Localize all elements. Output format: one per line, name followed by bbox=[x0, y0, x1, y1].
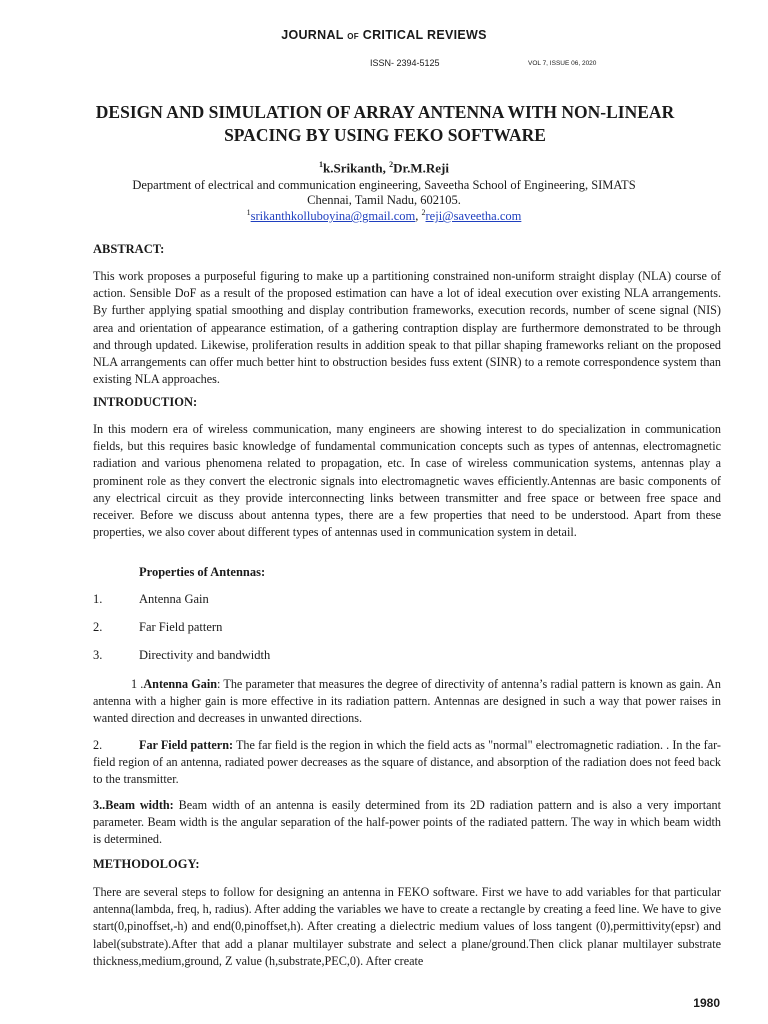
email-separator: , bbox=[415, 209, 422, 224]
affiliation-line-1: Department of electrical and communication engineering, Saveetha School of Engineering, SIMATS bbox=[132, 178, 636, 192]
emails bbox=[0, 208, 768, 224]
email-link-2[interactable]: reji@saveetha.com bbox=[425, 209, 522, 224]
journal-name-part: JOURNAL bbox=[281, 28, 344, 42]
email-sup: 1 bbox=[246, 208, 251, 217]
paper-title: DESIGN AND SIMULATION OF ARRAY ANTENNA WITH NON-LINEAR SPACING BY USING FEKO SOFTWARE bbox=[95, 102, 675, 145]
beam-width-paragraph bbox=[93, 797, 721, 849]
journal-name-of: OF bbox=[347, 32, 359, 41]
list-item-number: 3. bbox=[93, 648, 103, 662]
abstract-heading: ABSTRACT: bbox=[93, 242, 165, 256]
list-item: Directivity and bandwidth bbox=[139, 648, 271, 662]
author-sup: 1 bbox=[319, 160, 324, 169]
abstract-text: This work proposes a purposeful figuring to make up a partitioning constrained non-uniform straight display (NLA) course of action. Sensible DoF as a result of the proposed estimation can have a lot of ideal execution over existing NLA arrangements. By further applying spatial smoothing and display contribution frameworks, execution records, number of scene signal (NIS) area and orientation of appearance estimation, of a gathering contraption display are furthermore demonstrated to be through and through updated. Likewise, proliferation results in addition speak to that pillar shaping frameworks reliant on the proposed NLA arrangements can offer much better hint to obstruction besides fuss extent (SINR) to a remote correspondence system than existing NLA approaches. bbox=[93, 269, 721, 387]
issn: ISSN- 2394-5125 bbox=[370, 58, 440, 68]
authors bbox=[0, 160, 768, 176]
list-item: Far Field pattern bbox=[139, 620, 223, 634]
journal-name bbox=[0, 28, 768, 42]
methodology-heading: METHODOLOGY: bbox=[93, 857, 200, 871]
properties-heading: Properties of Antennas: bbox=[139, 565, 266, 579]
farfield-term: Far Field pattern: bbox=[139, 738, 234, 752]
introduction-heading: INTRODUCTION: bbox=[93, 395, 198, 409]
author-2: Dr.M.Reji bbox=[393, 160, 449, 176]
farfield-text: The far field is the region in which the field acts as "normal" electromagnetic radiation. . In the far-field region of an antenna, radiated power decreases as the square of distance, and absorption of the radiation does not feed back to the transmitter. bbox=[93, 738, 721, 787]
introduction-text: In this modern era of wireless communication, many engineers are showing interest to do specialization in communication fields, but this requires basic knowledge of fundamental communication concepts such as types of antennas, electromagnetic radiation and various phenomena related to propagation, etc. In case of wireless communication systems, antennas play a prominent role as they convert the electronic signals into electromagnetic waves efficiently.Antennas are basic components of any electrical circuit as they provide interconnecting links between transmitter and free space or between free space and receiver. Before we discuss about antenna types, there are a few properties that need to be understood. Apart from these properties, we also cover about different types of antennas used in communication system in detail. bbox=[93, 422, 721, 540]
antenna-gain-paragraph bbox=[93, 676, 721, 728]
beam-term: 3..Beam width: bbox=[93, 798, 174, 812]
beam-text: Beam width of an antenna is easily determined from its 2D radiation pattern and is also a very important parameter. Beam width is the angular separation of the half-power points of the radiated pattern. The way in which beam width is determined. bbox=[93, 798, 721, 847]
affiliation-line-2: Chennai, Tamil Nadu, 602105. bbox=[307, 193, 461, 207]
gain-text: : The parameter that measures the degree of directivity of antenna’s radial pattern is known as gain. An antenna with a higher gain is more effective in its radiation pattern. Antennas are designed in such a way that power raises in wanted direction and decreases in unwanted directions. bbox=[93, 677, 722, 726]
list-item-number: 1. bbox=[93, 592, 103, 606]
gain-term: Antenna Gain bbox=[143, 677, 217, 691]
methodology-text: There are several steps to follow for designing an antenna in FEKO software. First we have to add variables for that particular antenna(lambda, freq, h, radius). After adding the variables we have to create a rectangle by creating a feed line. We have to give start(0,pinoffset,-h) and end(0,pinoffset,h). After creating a dielectric medium values of loss tangent (0),permittivity(epsr) and label(substrate).After that add a planar multilayer substrate and select a plane/ground.Then click planar multilayer substrate thickness,medium,ground, Z value (h,substrate,PEC,0). After create bbox=[93, 885, 721, 968]
farfield-prefix: 2. bbox=[93, 738, 103, 752]
gain-prefix: 1 . bbox=[131, 677, 144, 691]
page-number: 1980 bbox=[693, 996, 720, 1010]
list-item: Antenna Gain bbox=[139, 592, 209, 606]
journal-name-part: CRITICAL REVIEWS bbox=[362, 28, 487, 42]
list-item-number: 2. bbox=[93, 620, 103, 634]
far-field-paragraph bbox=[93, 737, 721, 789]
author-sup: 2 bbox=[389, 160, 394, 169]
volume-issue: VOL 7, ISSUE 06, 2020 bbox=[528, 60, 597, 67]
author-1: k.Srikanth, bbox=[323, 160, 390, 176]
email-sup: 2 bbox=[421, 208, 426, 217]
email-link-1[interactable]: srikanthkolluboyina@gmail.com bbox=[250, 209, 416, 224]
